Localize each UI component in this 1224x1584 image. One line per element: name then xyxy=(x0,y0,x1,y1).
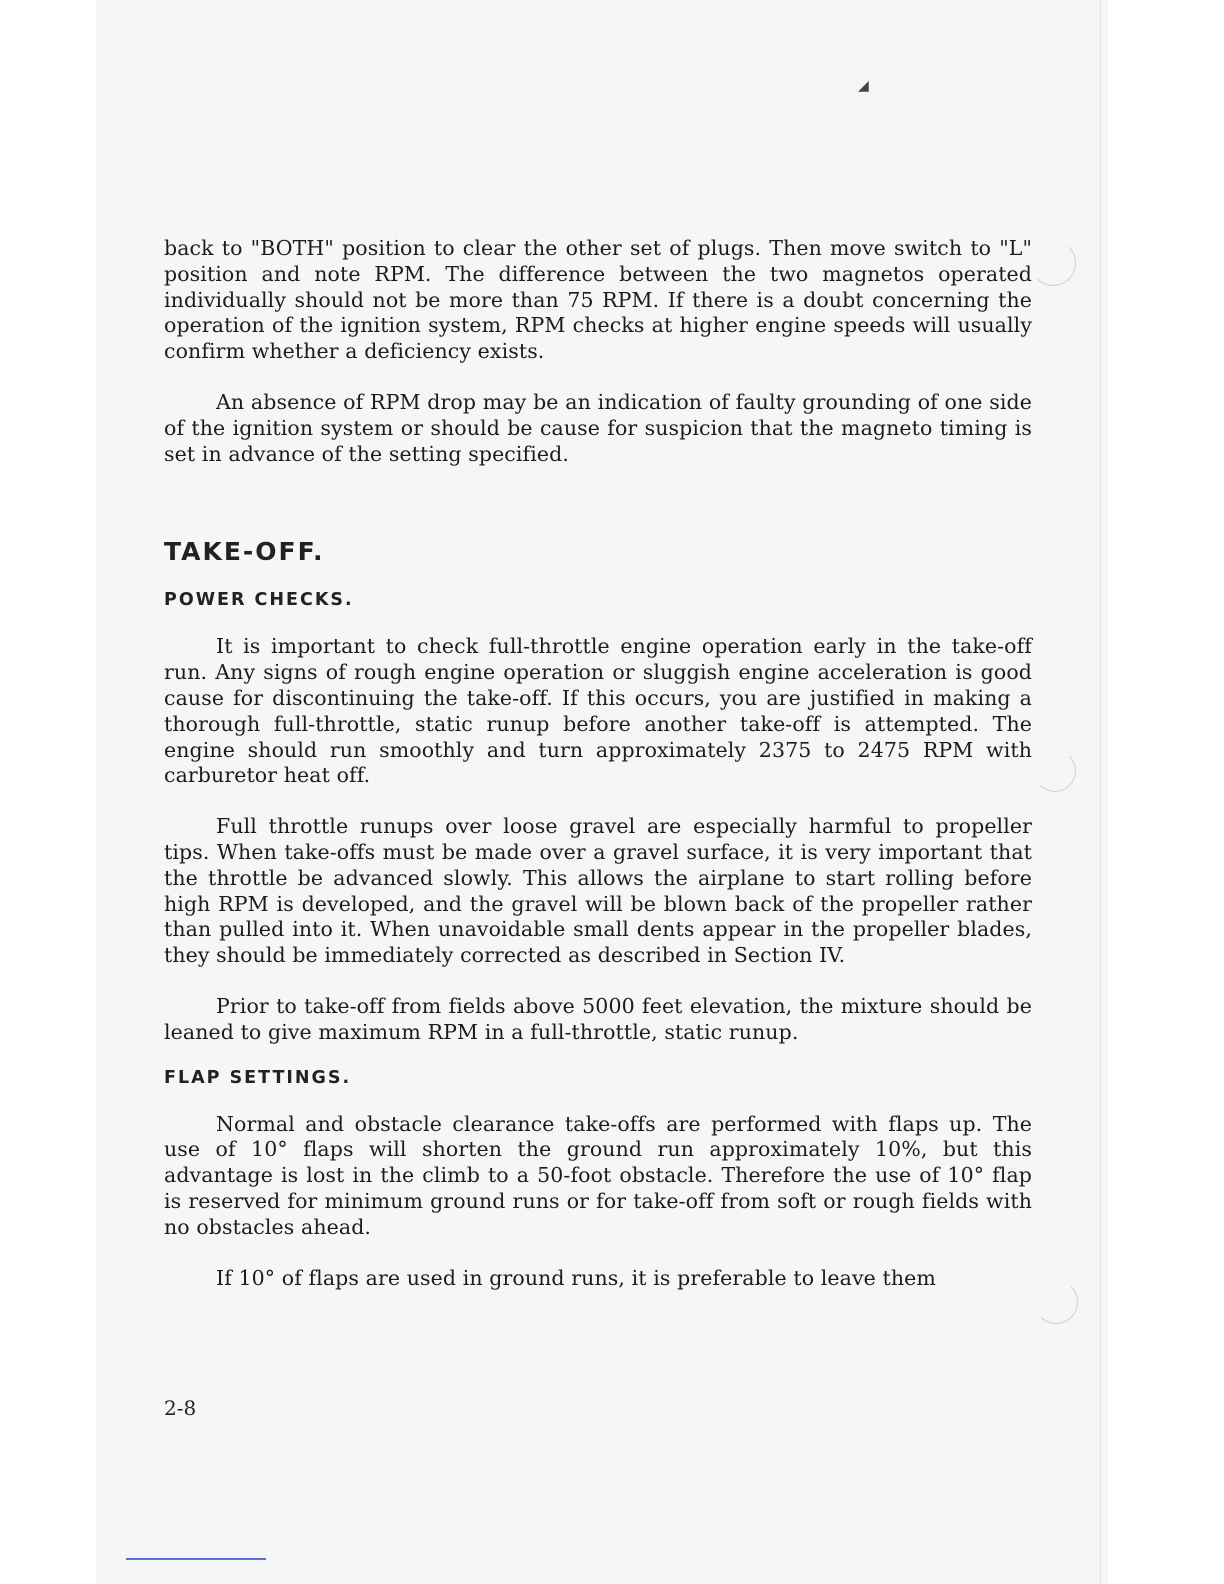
paragraph: It is important to check full-throttle engine operation early in the take-off run. Any signs of rough engine operation or sluggish engine acceleration is good cause for discontinuing the take-off. If this occurs, you are justified in making a thorough full-throttle, static runup before another take-off is attempted. The engine should run smoothly and turn approximately 2375 to 2475 RPM with carburetor heat off. xyxy=(164,634,1032,788)
bottom-rule xyxy=(126,1558,266,1560)
show-through-mark xyxy=(1034,750,1076,792)
scan-mark: ◢ xyxy=(858,78,869,94)
page-number: 2-8 xyxy=(164,1396,197,1420)
paragraph: back to "BOTH" position to clear the other set of plugs. Then move switch to "L" position and note RPM. The difference between the two magnetos operated individually should not be more than 75 RPM. If there is a doubt concerning the operation of the ignition system, RPM checks at higher engine speeds will usually confirm whether a deficiency exists. xyxy=(164,236,1032,364)
paragraph: Full throttle runups over loose gravel are especially harmful to propeller tips. When take-offs must be made over a gravel surface, it is very important that the throttle be advanced slowly. This allows the airplane to start rolling before high RPM is developed, and the gravel will be blown back of the propeller rather than pulled into it. When unavoidable small dents appear in the propeller blades, they should be immediately corrected as described in Section IV. xyxy=(164,814,1032,968)
paragraph: An absence of RPM drop may be an indication of faulty grounding of one side of the ignition system or should be cause for suspicion that the magneto timing is set in advance of the setting specified. xyxy=(164,389,1032,466)
paragraph: Normal and obstacle clearance take-offs are performed with flaps up. The use of 10° flaps will shorten the ground run approximately 10%, but this advantage is lost in the climb to a 50-foot obstacle. Therefore the use of 10° flap is reserved for minimum ground runs or for take-off from soft or rough fields with no obstacles ahead. xyxy=(164,1111,1032,1239)
page-edge xyxy=(1100,0,1101,1584)
paragraph: If 10° of flaps are used in ground runs, it is preferable to leave them xyxy=(216,1265,936,1290)
subsection-heading-flap-settings: FLAP SETTINGS. xyxy=(164,1067,352,1088)
paragraph: Prior to take-off from fields above 5000 feet elevation, the mixture should be leaned to give maximum RPM in a full-throttle, static runup. xyxy=(164,993,1032,1044)
show-through-mark xyxy=(1034,1280,1078,1324)
subsection-heading-power-checks: POWER CHECKS. xyxy=(164,590,354,611)
page-content xyxy=(164,236,1032,1291)
section-heading: TAKE-OFF. xyxy=(164,537,325,567)
show-through-mark xyxy=(1030,240,1076,286)
